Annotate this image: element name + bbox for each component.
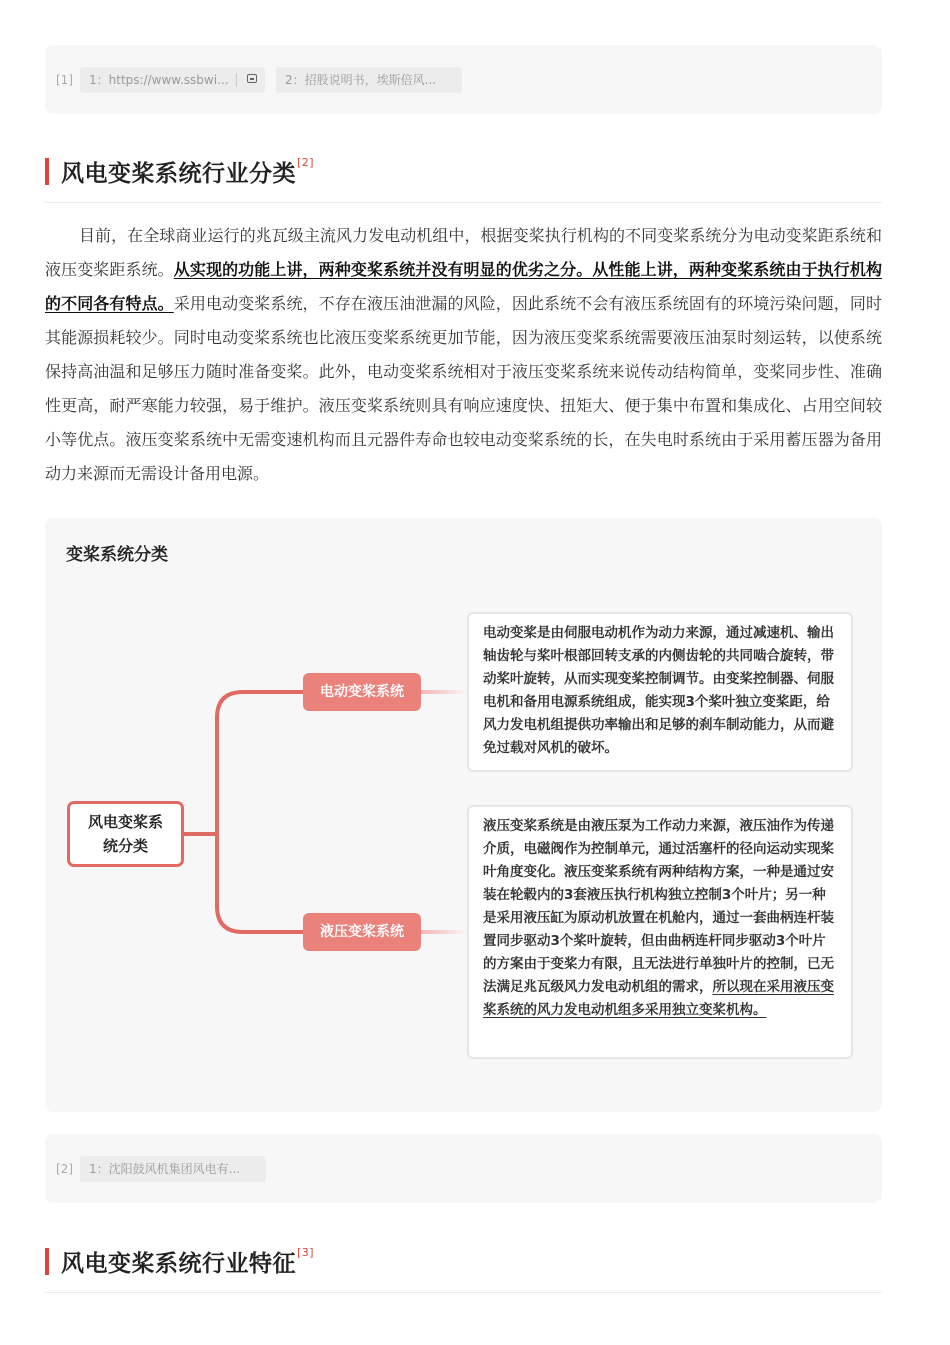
reference-chip-2[interactable] (276, 67, 462, 93)
branch-hydraulic-pitch: 液压变桨系统 (303, 913, 421, 951)
section-title-text: 风电变桨系统行业分类 (61, 161, 296, 187)
title-accent-bar (45, 1248, 49, 1275)
paragraph-text-1: 目前，在全球商业运行的兆瓦级主流风力发电动机组中，根据变桨执行机构的不同变桨系统分为电动变桨距系统和液压变桨距系统。 (45, 226, 882, 279)
branch-electric-pitch: 电动变桨系统 (303, 673, 421, 711)
link-icon[interactable] (247, 74, 257, 83)
section-divider (45, 202, 882, 203)
leaf-text: 电动变桨是由伺服电动机作为动力来源，通过减速机、输出轴齿轮与桨叶根部回转支承的内侧齿轮的共同啮合旋转，带动桨叶旋转，从而实现变桨控制调节。由变桨控制器、伺服电机和备用电源系统组成，能实现3个桨叶独立变桨距，给风力发电机组提供功率输出和足够的刹车制动能力，从而避免过载对风机的破坏。 (483, 625, 834, 756)
reference-box-mid (45, 1134, 882, 1203)
leaf-electric-description (467, 612, 853, 772)
section-divider (45, 1292, 882, 1293)
reference-chip-1[interactable] (80, 67, 265, 93)
section-title-classification (45, 155, 882, 191)
chip-separator (236, 73, 237, 87)
connector-leaf-2 (421, 930, 467, 934)
section-title-citation[interactable]: [3] (297, 1246, 315, 1259)
reference-number: [2] (56, 1162, 73, 1176)
reference-number: [1] (56, 73, 73, 87)
body-paragraph (45, 219, 882, 491)
section-title-features (45, 1245, 882, 1281)
paragraph-highlight: 从实现的功能上讲，两种变桨系统并没有明显的优劣之分。从性能上讲，两种变桨系统由于执行机构的不同各有特点。 (45, 260, 882, 313)
connector-lower (217, 834, 303, 932)
leaf-text: 液压变桨系统是由液压泵为工作动力来源，液压油作为传递介质，电磁阀作为控制单元，通过活塞杆的径向运动实现桨叶角度变化。液压变桨系统有两种结构方案，一种是通过安装在轮毂内的3套液压执行机构独立控制3个叶片；另一种是采用液压缸为原动机放置在机舱内，通过一套曲柄连杆装置同步驱动3个桨叶旋转，但由曲柄连杆同步驱动3个叶片的方案由于变桨力有限，且无法进行单独叶片的控制，已无法满足兆瓦级风力发电动机组的需求， (483, 818, 834, 995)
reference-chip-1[interactable] (80, 1156, 266, 1182)
title-accent-bar (45, 158, 49, 185)
paragraph-text-2: 采用电动变桨系统，不存在液压油泄漏的风险，因此系统不会有液压系统固有的环境污染问题，同时其能源损耗较少。同时电动变桨系统也比液压变桨系统更加节能，因为液压变桨系统需要液压油泵时刻运转，以使系统保持高油温和足够压力随时准备变桨。此外，电动变桨系统相对于液压变桨系统来说传动结构简单，变桨同步性、准确性更高，耐严寒能力较强，易于维护。液压变桨系统则具有响应速度快、扭矩大、便于集中布置和集成化、占用空间较小等优点。液压变桨系统中无需变速机构而且元器件寿命也较电动变桨系统的长，在失电时系统由于采用蓄压器为备用动力来源而无需设计备用电源。 (45, 294, 882, 483)
reference-box-top (45, 45, 882, 114)
leaf-text-underlined: 所以现在采用液压变桨系统的风力发电动机组多采用独立变桨机构。 (483, 979, 834, 1018)
reference-label: 1：沈阳鼓风机集团风电有... (89, 1162, 241, 1176)
section-title-text: 风电变桨系统行业特征 (61, 1251, 296, 1277)
mindmap-diagram (45, 518, 882, 1112)
reference-label: 2：招股说明书，埃斯倍风... (285, 73, 437, 87)
diagram-title: 变桨系统分类 (66, 545, 168, 565)
connector-upper (217, 692, 303, 834)
leaf-hydraulic-description (467, 805, 853, 1059)
mindmap-root-node: 风电变桨系统分类 (67, 801, 184, 867)
connector-leaf-1 (421, 690, 467, 694)
reference-label: 1：https://www.ssbwi... (89, 73, 229, 87)
section-title-citation[interactable]: [2] (297, 156, 315, 169)
